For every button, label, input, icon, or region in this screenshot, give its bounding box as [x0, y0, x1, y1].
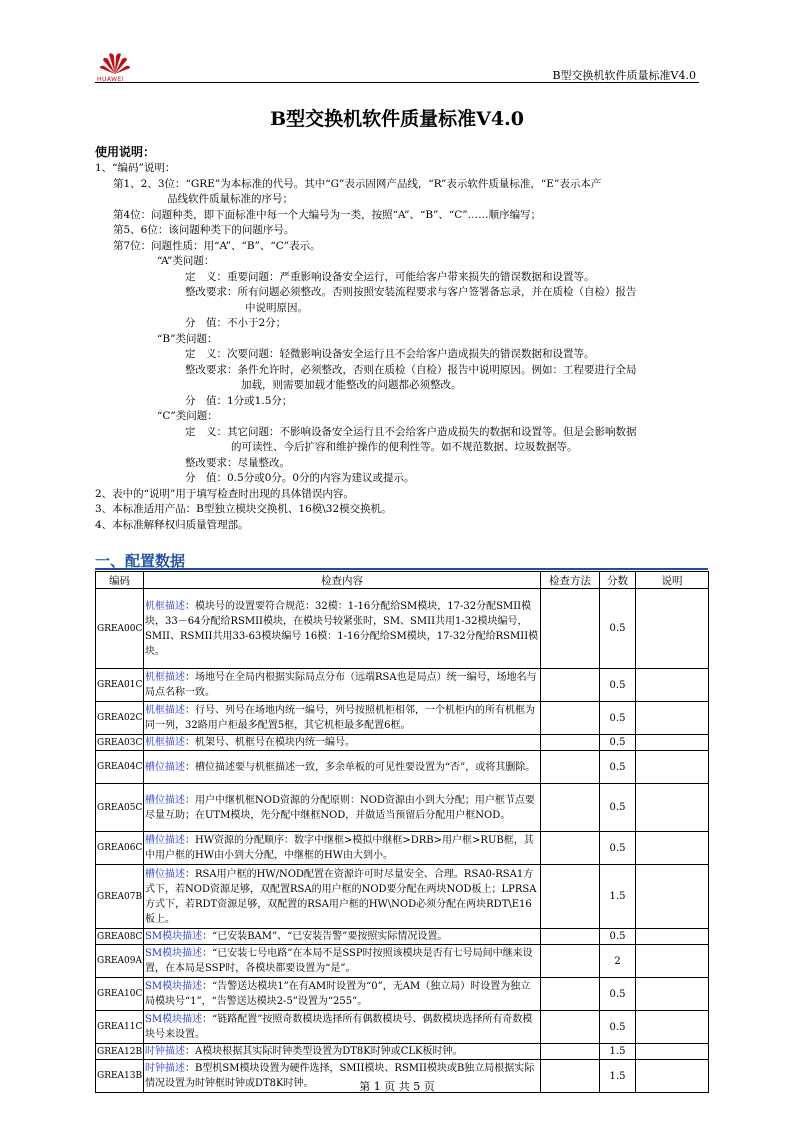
row-method: [541, 865, 600, 929]
row-content: [144, 735, 541, 751]
row-code: GREA12B: [96, 1044, 144, 1060]
row-content-text: ：B型机SM模块设置为硬件选择，SMII模块、RSMII模块或B独立局根据实际情况设置为时钟框时钟或DT8K时钟。: [145, 1063, 535, 1089]
instruction-line: 第1、2、3位：“GRE”为本标准的代号。其中“G”表示固网产品线，“R”表示软件质量标准，“E”表示本产: [113, 177, 602, 190]
row-method: [541, 1011, 600, 1044]
section-rule: [95, 568, 708, 570]
section-title: 一、配置数据: [95, 552, 186, 570]
row-content-text: ：HW资源的分配顺序：数字中继框>模拟中继框>DRB>用户框>RUB框，其中用户框的HW由小到大分配，中继框的HW由大到小。: [145, 835, 534, 861]
col-header-note: 说明: [636, 572, 709, 589]
table-row: [96, 669, 709, 702]
row-category-label: SM模块描述: [145, 948, 203, 959]
row-content: [144, 945, 541, 978]
row-code: GREA08C: [96, 929, 144, 945]
table-row: [96, 929, 709, 945]
row-code: GREA04C: [96, 751, 144, 784]
document-title: B型交换机软件质量标准V4.0: [270, 108, 524, 130]
instruction-line: “C”类问题：: [157, 410, 218, 422]
row-note: [636, 865, 709, 929]
row-code: GREA05C: [96, 784, 144, 832]
row-category-label: 时钟描述: [145, 1063, 185, 1074]
row-method: [541, 669, 600, 702]
col-header-method: 检查方法: [541, 572, 600, 589]
row-content-text: ：用户中继机框NOD资源的分配原则：NOD资源由小到大分配；用户框节点要尽量互助；在UTM模块，先分配中继框NOD，并做适当预留后分配用户框NOD。: [145, 794, 535, 821]
row-content-text: ：A模块根据其实际时钟类型设置为DT8K时钟或CLK板时钟。: [185, 1046, 463, 1057]
row-content-text: ：场地号在全局内根据实际局点分布（远端RSA也是局点）统一编号，场地名与局点名称一致。: [145, 672, 537, 698]
instruction-line: “B”类问题：: [157, 332, 218, 345]
instruction-line: 分 值：0.5分或0分。0分的内容为建议或提示。: [185, 472, 415, 484]
row-method: [541, 1044, 600, 1060]
row-method: [541, 751, 600, 784]
row-note: [636, 929, 709, 945]
logo-text: HUAWEI: [97, 76, 125, 83]
row-content-text: ：“链路配置”按照奇数模块选择所有偶数模块号、偶数模块选择所有奇数模块号来设置。: [145, 1014, 533, 1040]
row-content-text: ：机架号、机框号在模块内统一编号。: [185, 737, 355, 748]
row-method: [541, 945, 600, 978]
table-row: [96, 1044, 709, 1060]
row-code: GREA11C: [96, 1011, 144, 1044]
row-category-label: SM模块描述: [145, 1014, 203, 1025]
instructions-body: [95, 161, 715, 533]
instruction-line: 品线软件质量标准的序号；: [167, 193, 293, 205]
instruction-line: 3、本标准适用产品：B型独立模块交换机、16模\32模交换机。: [95, 503, 392, 515]
row-content: [144, 1011, 541, 1044]
instructions: [95, 143, 715, 533]
row-score: 2: [600, 945, 636, 978]
row-note: [636, 735, 709, 751]
row-score: 0.5: [600, 1011, 636, 1044]
row-method: [541, 832, 600, 865]
row-category-label: 机框描述: [145, 705, 185, 716]
row-note: [636, 589, 709, 669]
row-category-label: SM模块描述: [145, 931, 203, 942]
row-code: GREA01C: [96, 669, 144, 702]
row-content: [144, 832, 541, 865]
instruction-line: 第5、6位：该问题种类下的问题序号。: [113, 224, 295, 236]
row-method: [541, 929, 600, 945]
row-content-text: ：“告警送达模块1”在有AM时设置为“0”，无AM（独立局）时设置为独立局模块号“1”，“告警送达模块2-5”设置为“255”。: [145, 981, 531, 1007]
col-header-score: 分数: [600, 572, 636, 589]
row-score: 0.5: [600, 735, 636, 751]
table-row: [96, 945, 709, 978]
row-note: [636, 945, 709, 978]
row-method: [541, 784, 600, 832]
row-code: GREA03C: [96, 735, 144, 751]
row-note: [636, 784, 709, 832]
instruction-line: 定 义：其它问题：不影响设备安全运行且不会给客户造成损失的数据和设置等。但是会影响数据: [185, 425, 637, 438]
row-category-label: 时钟描述: [145, 1046, 185, 1057]
instruction-line: 整改要求：所有问题必须整改。否则按照安装流程要求与客户签署备忘录，并在质检（自检）报告: [185, 286, 637, 298]
row-code: GREA07B: [96, 865, 144, 929]
header-rule: [95, 82, 699, 83]
row-category-label: 槽位描述: [145, 868, 185, 880]
row-method: [541, 589, 600, 669]
row-score: 0.5: [600, 669, 636, 702]
table-row: [96, 784, 709, 832]
row-code: GREA06C: [96, 832, 144, 865]
row-content: [144, 929, 541, 945]
col-header-code: 编码: [96, 572, 144, 589]
row-note: [636, 751, 709, 784]
running-header: B型交换机软件质量标准V4.0: [552, 69, 696, 82]
col-header-content: 检查内容: [144, 572, 541, 589]
table-row: [96, 978, 709, 1011]
table-row: [96, 832, 709, 865]
instruction-line: 整改要求：条件允许时，必须整改，否则在质检（自检）报告中说明原因。例如：工程要进行全局: [185, 363, 637, 376]
row-content: [144, 1044, 541, 1060]
standards-table: [95, 571, 709, 1093]
table-row: [96, 865, 709, 929]
row-category-label: 机框描述: [145, 672, 185, 683]
instruction-line: 1、“编码”说明：: [95, 162, 176, 174]
row-category-label: SM模块描述: [145, 981, 203, 992]
row-content: [144, 589, 541, 669]
row-score: 0.5: [600, 751, 636, 784]
row-code: GREA02C: [96, 702, 144, 735]
row-note: [636, 702, 709, 735]
row-method: [541, 702, 600, 735]
instructions-heading: 使用说明：: [95, 145, 156, 159]
instruction-line: 加载，则需要加载才能整改的问题都必须整改。: [241, 379, 462, 391]
row-category-label: 机框描述: [145, 737, 185, 748]
instruction-line: 第4位：问题种类，即下面标准中每一个大编号为一类，按照“A”、“B”、“C”……顺序编写；: [113, 208, 542, 221]
row-score: 0.5: [600, 784, 636, 832]
instruction-line: 分 值：1分或1.5分；: [185, 394, 293, 407]
row-category-label: 槽位描述: [145, 835, 185, 846]
row-score: 1.5: [600, 1044, 636, 1060]
instruction-line: “A”类问题：: [157, 255, 215, 267]
row-method: [541, 978, 600, 1011]
table-row: [96, 735, 709, 751]
instruction-line: 定 义：重要问题：严重影响设备安全运行，可能给客户带来损失的错误数据和设置等。: [185, 270, 595, 283]
row-content: [144, 669, 541, 702]
instruction-line: 2、表中的“说明”用于填写检查时出现的具体错误内容。: [95, 487, 354, 500]
row-category-label: 机框描述: [145, 600, 185, 612]
row-code: GREA10C: [96, 978, 144, 1011]
row-content: [144, 865, 541, 929]
row-note: [636, 978, 709, 1011]
table-row: [96, 1011, 709, 1044]
row-score: 1.5: [600, 1060, 636, 1093]
row-content: [144, 702, 541, 735]
row-content: [144, 784, 541, 832]
row-note: [636, 832, 709, 865]
row-content: [144, 978, 541, 1011]
table-row: [96, 751, 709, 784]
instruction-line: 定 义：次要问题：轻微影响设备安全运行且不会给客户造成损失的错误数据和设置等。: [185, 348, 595, 360]
row-score: 0.5: [600, 929, 636, 945]
row-content-text: ：“已安装七号电路”在本局不是SSP时按照该模块是否有七号局间中继来设置，在本局是SSP时，各模块都要设置为“是”。: [145, 948, 533, 974]
row-score: 0.5: [600, 702, 636, 735]
table-row: [96, 702, 709, 735]
row-content-text: ：行号、列号在场地内统一编号，列号按照机柜相邻，一个机柜内的所有机框为同一列，32路用户柜最多配置5框，其它机柜最多配置6框。: [145, 705, 535, 731]
row-content: [144, 751, 541, 784]
table-header-row: [96, 572, 709, 589]
row-code: GREA09A: [96, 945, 144, 978]
page-footer: 第 1 页 共 5 页: [359, 1080, 435, 1093]
row-score: 1.5: [600, 865, 636, 929]
instruction-line: 4、本标准解释权归质量管理部。: [95, 518, 249, 531]
row-score: 0.5: [600, 832, 636, 865]
table-row: [96, 589, 709, 669]
instruction-line: 分 值：不小于2分；: [185, 317, 287, 329]
instruction-line: 的可读性、今后扩容和维护操作的便利性等。如不规范数据、垃圾数据等。: [231, 441, 578, 453]
row-score: 0.5: [600, 589, 636, 669]
row-score: 0.5: [600, 978, 636, 1011]
row-note: [636, 1011, 709, 1044]
row-category-label: 槽位描述: [145, 761, 185, 773]
row-code: GREA00C: [96, 589, 144, 669]
instruction-line: 第7位：问题性质：用“A”、“B”、“C”表示。: [113, 239, 321, 252]
row-content-text: ：“已安装BAM”、“已安装告警”要按照实际情况设置。: [202, 931, 448, 942]
row-method: [541, 735, 600, 751]
row-content-text: ：RSA用户框的HW/NOD配置在资源许可时尽量安全、合理。RSA0-RSA1方式下，若NOD资源足够，双配置RSA的用户框的NOD要分配在两块NOD板上；LPRSA方式下，若RDT资源足够，双配置的RSA用户框的HW\NOD必须分配在两块RDT\E16板上。: [145, 868, 537, 925]
row-code: GREA13B: [96, 1060, 144, 1093]
row-content-text: ：模块号的设置要符合规范：32模：1-16分配给SM模块，17-32分配SMII模块，33－64分配给RSMII模块，在模块号较紧张时，SM、SMII共用1-32模块编号，SMII、RSMII共用33-63模块编号 16模：1-16分配给SM模块，17-32分配给RSMII模块。: [145, 600, 539, 657]
row-note: [636, 1044, 709, 1060]
instruction-line: 中说明原因。: [245, 301, 308, 314]
row-note: [636, 669, 709, 702]
row-category-label: 槽位描述: [145, 794, 185, 806]
row-content-text: ：槽位描述要与机框描述一致，多余单板的可见性要设置为“否”，或将其删除。: [185, 761, 536, 773]
instruction-line: 整改要求：尽量整改。: [185, 456, 290, 469]
